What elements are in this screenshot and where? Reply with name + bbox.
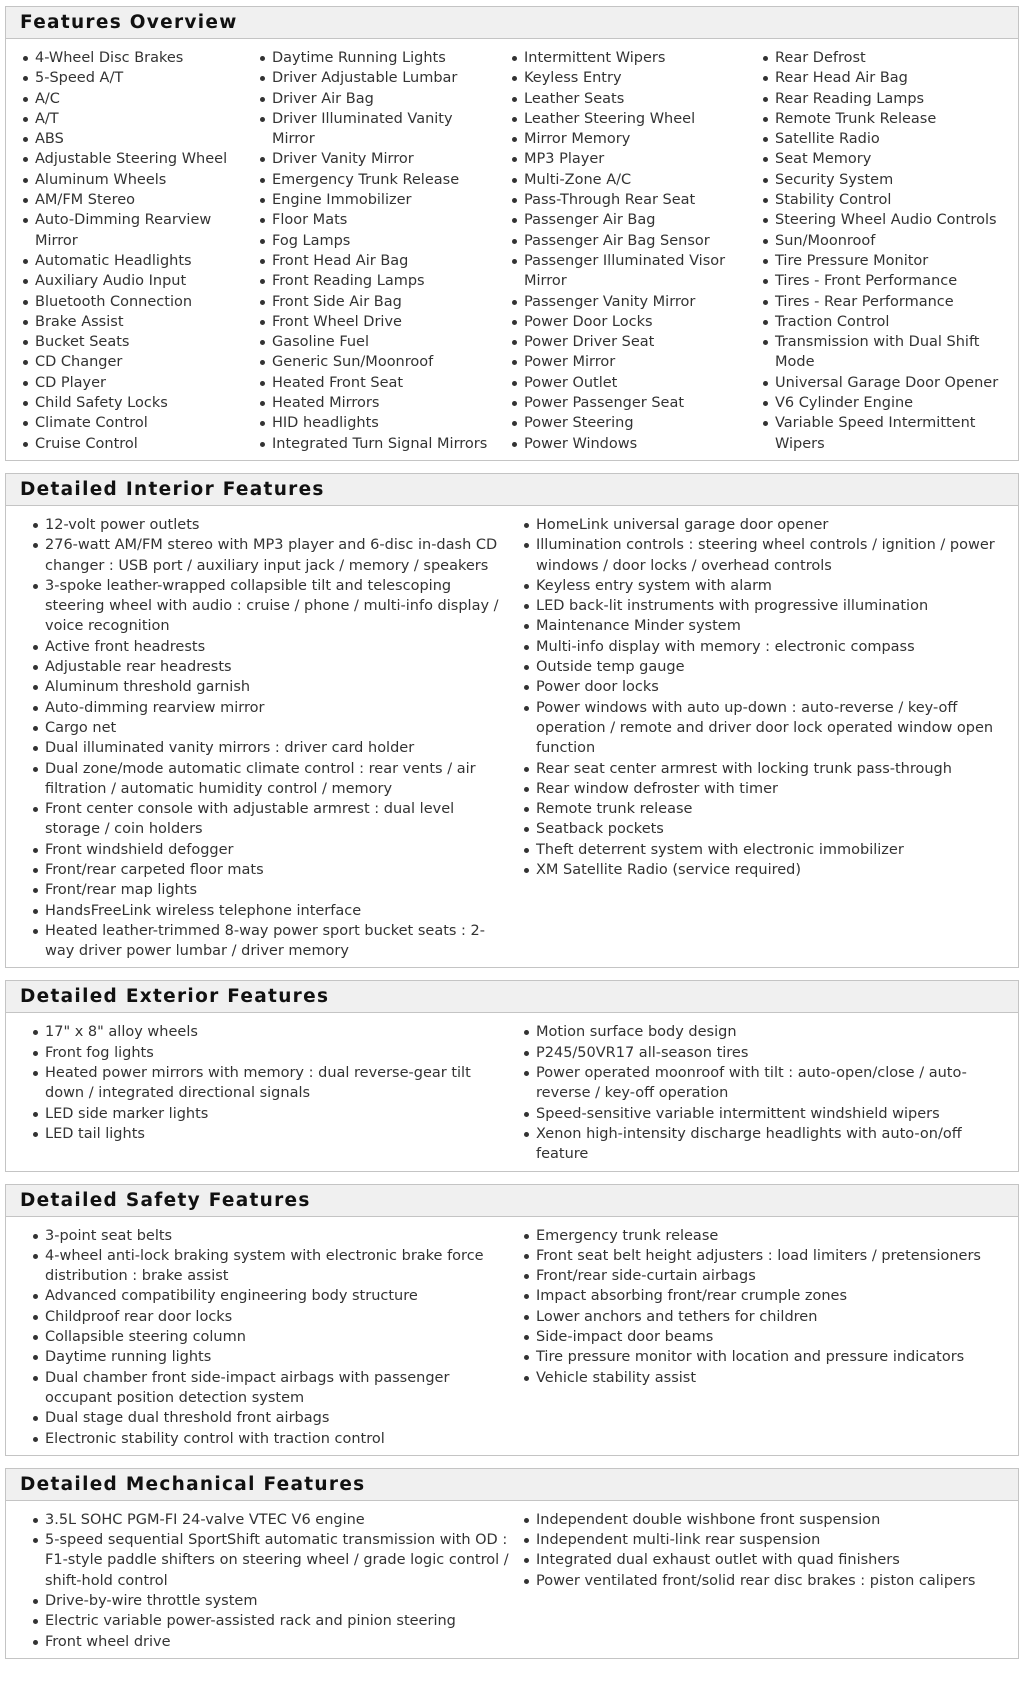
feature-item: Front Wheel Drive — [258, 312, 495, 332]
feature-list — [31, 1226, 512, 1449]
feature-item: Sun/Moonroof — [761, 231, 1012, 251]
feature-item: Adjustable rear headrests — [31, 657, 512, 677]
feature-item: MP3 Player — [510, 149, 746, 169]
feature-item: Steering Wheel Audio Controls — [761, 210, 1012, 230]
feature-item: LED side marker lights — [31, 1104, 512, 1124]
feature-item: Multi-Zone A/C — [510, 170, 746, 190]
feature-item: Front/rear map lights — [31, 880, 512, 900]
feature-item: Power operated moonroof with tilt : auto-open/close / auto-reverse / key-off operation — [522, 1063, 1004, 1104]
feature-item: HID headlights — [258, 413, 495, 433]
feature-item: Integrated dual exhaust outlet with quad finishers — [522, 1550, 1004, 1570]
exterior-left-column — [6, 1022, 522, 1164]
feature-item: Auto-Dimming Rearview Mirror — [21, 210, 243, 251]
feature-item: Front Side Air Bag — [258, 292, 495, 312]
feature-item: Leather Steering Wheel — [510, 109, 746, 129]
feature-item: Power windows with auto up-down : auto-reverse / key-off operation / remote and driver door lock operated window open function — [522, 698, 1004, 759]
exterior-right-column — [522, 1022, 1018, 1164]
exterior-features-section — [5, 980, 1019, 1171]
feature-item: Climate Control — [21, 413, 243, 433]
feature-list — [31, 1022, 512, 1144]
feature-item: Stability Control — [761, 190, 1012, 210]
feature-item: Seat Memory — [761, 149, 1012, 169]
feature-item: Tire pressure monitor with location and pressure indicators — [522, 1347, 1004, 1367]
feature-item: Power Outlet — [510, 373, 746, 393]
feature-list — [761, 48, 1012, 454]
feature-item: Advanced compatibility engineering body structure — [31, 1286, 512, 1306]
feature-item: Heated leather-trimmed 8-way power sport bucket seats : 2-way driver power lumbar / driver memory — [31, 921, 512, 962]
feature-item: 4-wheel anti-lock braking system with electronic brake force distribution : brake assist — [31, 1246, 512, 1287]
mechanical-columns — [6, 1501, 1018, 1658]
feature-list — [522, 1510, 1004, 1591]
feature-item: A/T — [21, 109, 243, 129]
feature-item: Generic Sun/Moonroof — [258, 352, 495, 372]
feature-item: Mirror Memory — [510, 129, 746, 149]
mechanical-right-column — [522, 1510, 1018, 1652]
overview-columns — [6, 39, 1018, 460]
section-title: Detailed Interior Features — [6, 474, 1018, 506]
feature-item: Rear window defroster with timer — [522, 779, 1004, 799]
safety-left-column — [6, 1226, 522, 1449]
feature-item: Power Mirror — [510, 352, 746, 372]
feature-item: Speed-sensitive variable intermittent windshield wipers — [522, 1104, 1004, 1124]
feature-item: Automatic Headlights — [21, 251, 243, 271]
feature-list — [31, 1510, 512, 1652]
feature-item: Outside temp gauge — [522, 657, 1004, 677]
feature-item: Aluminum threshold garnish — [31, 677, 512, 697]
section-title: Detailed Safety Features — [6, 1185, 1018, 1217]
overview-column-1 — [6, 48, 243, 454]
mechanical-features-section — [5, 1468, 1019, 1659]
feature-item: Pass-Through Rear Seat — [510, 190, 746, 210]
feature-item: Passenger Air Bag Sensor — [510, 231, 746, 251]
feature-item: Rear Reading Lamps — [761, 89, 1012, 109]
feature-list — [510, 48, 746, 454]
feature-item: Fog Lamps — [258, 231, 495, 251]
feature-item: Front windshield defogger — [31, 840, 512, 860]
feature-item: Intermittent Wipers — [510, 48, 746, 68]
feature-item: Integrated Turn Signal Mirrors — [258, 434, 495, 454]
feature-item: Front Head Air Bag — [258, 251, 495, 271]
feature-item: Daytime Running Lights — [258, 48, 495, 68]
feature-item: Tires - Front Performance — [761, 271, 1012, 291]
feature-item: Dual illuminated vanity mirrors : driver card holder — [31, 738, 512, 758]
feature-item: XM Satellite Radio (service required) — [522, 860, 1004, 880]
feature-item: Passenger Illuminated Visor Mirror — [510, 251, 746, 292]
feature-item: Driver Illuminated Vanity Mirror — [258, 109, 495, 150]
feature-item: 17" x 8" alloy wheels — [31, 1022, 512, 1042]
feature-item: Electronic stability control with traction control — [31, 1429, 512, 1449]
feature-item: Front/rear side-curtain airbags — [522, 1266, 1004, 1286]
feature-item: Traction Control — [761, 312, 1012, 332]
feature-item: Engine Immobilizer — [258, 190, 495, 210]
feature-item: Cruise Control — [21, 434, 243, 454]
feature-item: Front wheel drive — [31, 1632, 512, 1652]
feature-item: LED back-lit instruments with progressive illumination — [522, 596, 1004, 616]
feature-item: Drive-by-wire throttle system — [31, 1591, 512, 1611]
feature-item: Dual chamber front side-impact airbags with passenger occupant position detection system — [31, 1368, 512, 1409]
safety-columns — [6, 1217, 1018, 1455]
feature-item: Auxiliary Audio Input — [21, 271, 243, 291]
feature-item: Theft deterrent system with electronic immobilizer — [522, 840, 1004, 860]
feature-item: Auto-dimming rearview mirror — [31, 698, 512, 718]
feature-list — [21, 48, 243, 454]
interior-features-section — [5, 473, 1019, 969]
feature-item: Universal Garage Door Opener — [761, 373, 1012, 393]
section-title: Features Overview — [6, 7, 1018, 39]
feature-item: CD Player — [21, 373, 243, 393]
feature-item: 276-watt AM/FM stereo with MP3 player and 6-disc in-dash CD changer : USB port / auxiliary input jack / memory / speakers — [31, 535, 512, 576]
feature-item: Satellite Radio — [761, 129, 1012, 149]
feature-item: Independent multi-link rear suspension — [522, 1530, 1004, 1550]
feature-item: 5-speed sequential SportShift automatic transmission with OD : F1-style paddle shifters on steering wheel / grade logic control / shift-hold control — [31, 1530, 512, 1591]
feature-item: Emergency trunk release — [522, 1226, 1004, 1246]
feature-item: Front/rear carpeted floor mats — [31, 860, 512, 880]
feature-item: Bluetooth Connection — [21, 292, 243, 312]
interior-right-column — [522, 515, 1018, 962]
safety-features-section — [5, 1184, 1019, 1456]
feature-item: Keyless entry system with alarm — [522, 576, 1004, 596]
feature-item: 12-volt power outlets — [31, 515, 512, 535]
feature-item: Xenon high-intensity discharge headlights with auto-on/off feature — [522, 1124, 1004, 1165]
feature-item: Collapsible steering column — [31, 1327, 512, 1347]
feature-item: Power Driver Seat — [510, 332, 746, 352]
feature-item: 5-Speed A/T — [21, 68, 243, 88]
interior-columns — [6, 506, 1018, 968]
feature-item: Driver Air Bag — [258, 89, 495, 109]
feature-item: Electric variable power-assisted rack and pinion steering — [31, 1611, 512, 1631]
feature-item: Seatback pockets — [522, 819, 1004, 839]
feature-item: Rear seat center armrest with locking trunk pass-through — [522, 759, 1004, 779]
feature-list — [522, 1226, 1004, 1388]
feature-item: Heated power mirrors with memory : dual reverse-gear tilt down / integrated directional signals — [31, 1063, 512, 1104]
feature-item: HomeLink universal garage door opener — [522, 515, 1004, 535]
feature-list — [522, 515, 1004, 880]
feature-list — [258, 48, 495, 454]
feature-item: Brake Assist — [21, 312, 243, 332]
features-overview-section — [5, 6, 1019, 461]
feature-item: Dual zone/mode automatic climate control : rear vents / air filtration / automatic humidity control / memory — [31, 759, 512, 800]
section-title: Detailed Mechanical Features — [6, 1469, 1018, 1501]
feature-item: Security System — [761, 170, 1012, 190]
feature-item: Adjustable Steering Wheel — [21, 149, 243, 169]
feature-item: Variable Speed Intermittent Wipers — [761, 413, 1012, 454]
feature-item: Front Reading Lamps — [258, 271, 495, 291]
feature-item: A/C — [21, 89, 243, 109]
feature-item: Keyless Entry — [510, 68, 746, 88]
feature-item: Driver Vanity Mirror — [258, 149, 495, 169]
feature-item: Vehicle stability assist — [522, 1368, 1004, 1388]
feature-item: Child Safety Locks — [21, 393, 243, 413]
feature-item: Passenger Air Bag — [510, 210, 746, 230]
feature-item: Driver Adjustable Lumbar — [258, 68, 495, 88]
feature-item: 3-spoke leather-wrapped collapsible tilt and telescoping steering wheel with audio : cruise / phone / multi-info display / voice recognition — [31, 576, 512, 637]
feature-item: ABS — [21, 129, 243, 149]
overview-column-3 — [495, 48, 746, 454]
overview-column-4 — [746, 48, 1012, 454]
feature-list — [522, 1022, 1004, 1164]
feature-item: Lower anchors and tethers for children — [522, 1307, 1004, 1327]
feature-item: Power door locks — [522, 677, 1004, 697]
feature-item: Leather Seats — [510, 89, 746, 109]
feature-item: Power Passenger Seat — [510, 393, 746, 413]
feature-item: Aluminum Wheels — [21, 170, 243, 190]
feature-item: Cargo net — [31, 718, 512, 738]
feature-item: Impact absorbing front/rear crumple zones — [522, 1286, 1004, 1306]
feature-item: Heated Front Seat — [258, 373, 495, 393]
feature-item: LED tail lights — [31, 1124, 512, 1144]
feature-item: Tires - Rear Performance — [761, 292, 1012, 312]
feature-item: Rear Defrost — [761, 48, 1012, 68]
feature-item: CD Changer — [21, 352, 243, 372]
feature-item: Front fog lights — [31, 1043, 512, 1063]
feature-item: Emergency Trunk Release — [258, 170, 495, 190]
mechanical-left-column — [6, 1510, 522, 1652]
feature-item: Independent double wishbone front suspension — [522, 1510, 1004, 1530]
feature-item: V6 Cylinder Engine — [761, 393, 1012, 413]
feature-item: AM/FM Stereo — [21, 190, 243, 210]
feature-item: Front seat belt height adjusters : load limiters / pretensioners — [522, 1246, 1004, 1266]
feature-item: Front center console with adjustable armrest : dual level storage / coin holders — [31, 799, 512, 840]
feature-item: 3-point seat belts — [31, 1226, 512, 1246]
exterior-columns — [6, 1013, 1018, 1170]
feature-item: Remote Trunk Release — [761, 109, 1012, 129]
feature-item: Floor Mats — [258, 210, 495, 230]
feature-item: Bucket Seats — [21, 332, 243, 352]
feature-item: HandsFreeLink wireless telephone interface — [31, 901, 512, 921]
feature-item: P245/50VR17 all-season tires — [522, 1043, 1004, 1063]
feature-item: Maintenance Minder system — [522, 616, 1004, 636]
feature-item: Power ventilated front/solid rear disc brakes : piston calipers — [522, 1571, 1004, 1591]
feature-item: Power Steering — [510, 413, 746, 433]
feature-item: 3.5L SOHC PGM-FI 24-valve VTEC V6 engine — [31, 1510, 512, 1530]
safety-right-column — [522, 1226, 1018, 1449]
feature-item: Power Windows — [510, 434, 746, 454]
feature-item: Illumination controls : steering wheel controls / ignition / power windows / door locks / overhead controls — [522, 535, 1004, 576]
feature-item: 4-Wheel Disc Brakes — [21, 48, 243, 68]
feature-item: Passenger Vanity Mirror — [510, 292, 746, 312]
feature-item: Heated Mirrors — [258, 393, 495, 413]
feature-item: Active front headrests — [31, 637, 512, 657]
feature-item: Motion surface body design — [522, 1022, 1004, 1042]
overview-column-2 — [243, 48, 495, 454]
feature-item: Rear Head Air Bag — [761, 68, 1012, 88]
feature-item: Multi-info display with memory : electronic compass — [522, 637, 1004, 657]
feature-item: Side-impact door beams — [522, 1327, 1004, 1347]
feature-item: Transmission with Dual Shift Mode — [761, 332, 1012, 373]
interior-left-column — [6, 515, 522, 962]
feature-item: Childproof rear door locks — [31, 1307, 512, 1327]
section-title: Detailed Exterior Features — [6, 981, 1018, 1013]
feature-item: Dual stage dual threshold front airbags — [31, 1408, 512, 1428]
feature-item: Tire Pressure Monitor — [761, 251, 1012, 271]
feature-item: Daytime running lights — [31, 1347, 512, 1367]
feature-item: Remote trunk release — [522, 799, 1004, 819]
feature-item: Power Door Locks — [510, 312, 746, 332]
feature-item: Gasoline Fuel — [258, 332, 495, 352]
feature-list — [31, 515, 512, 962]
